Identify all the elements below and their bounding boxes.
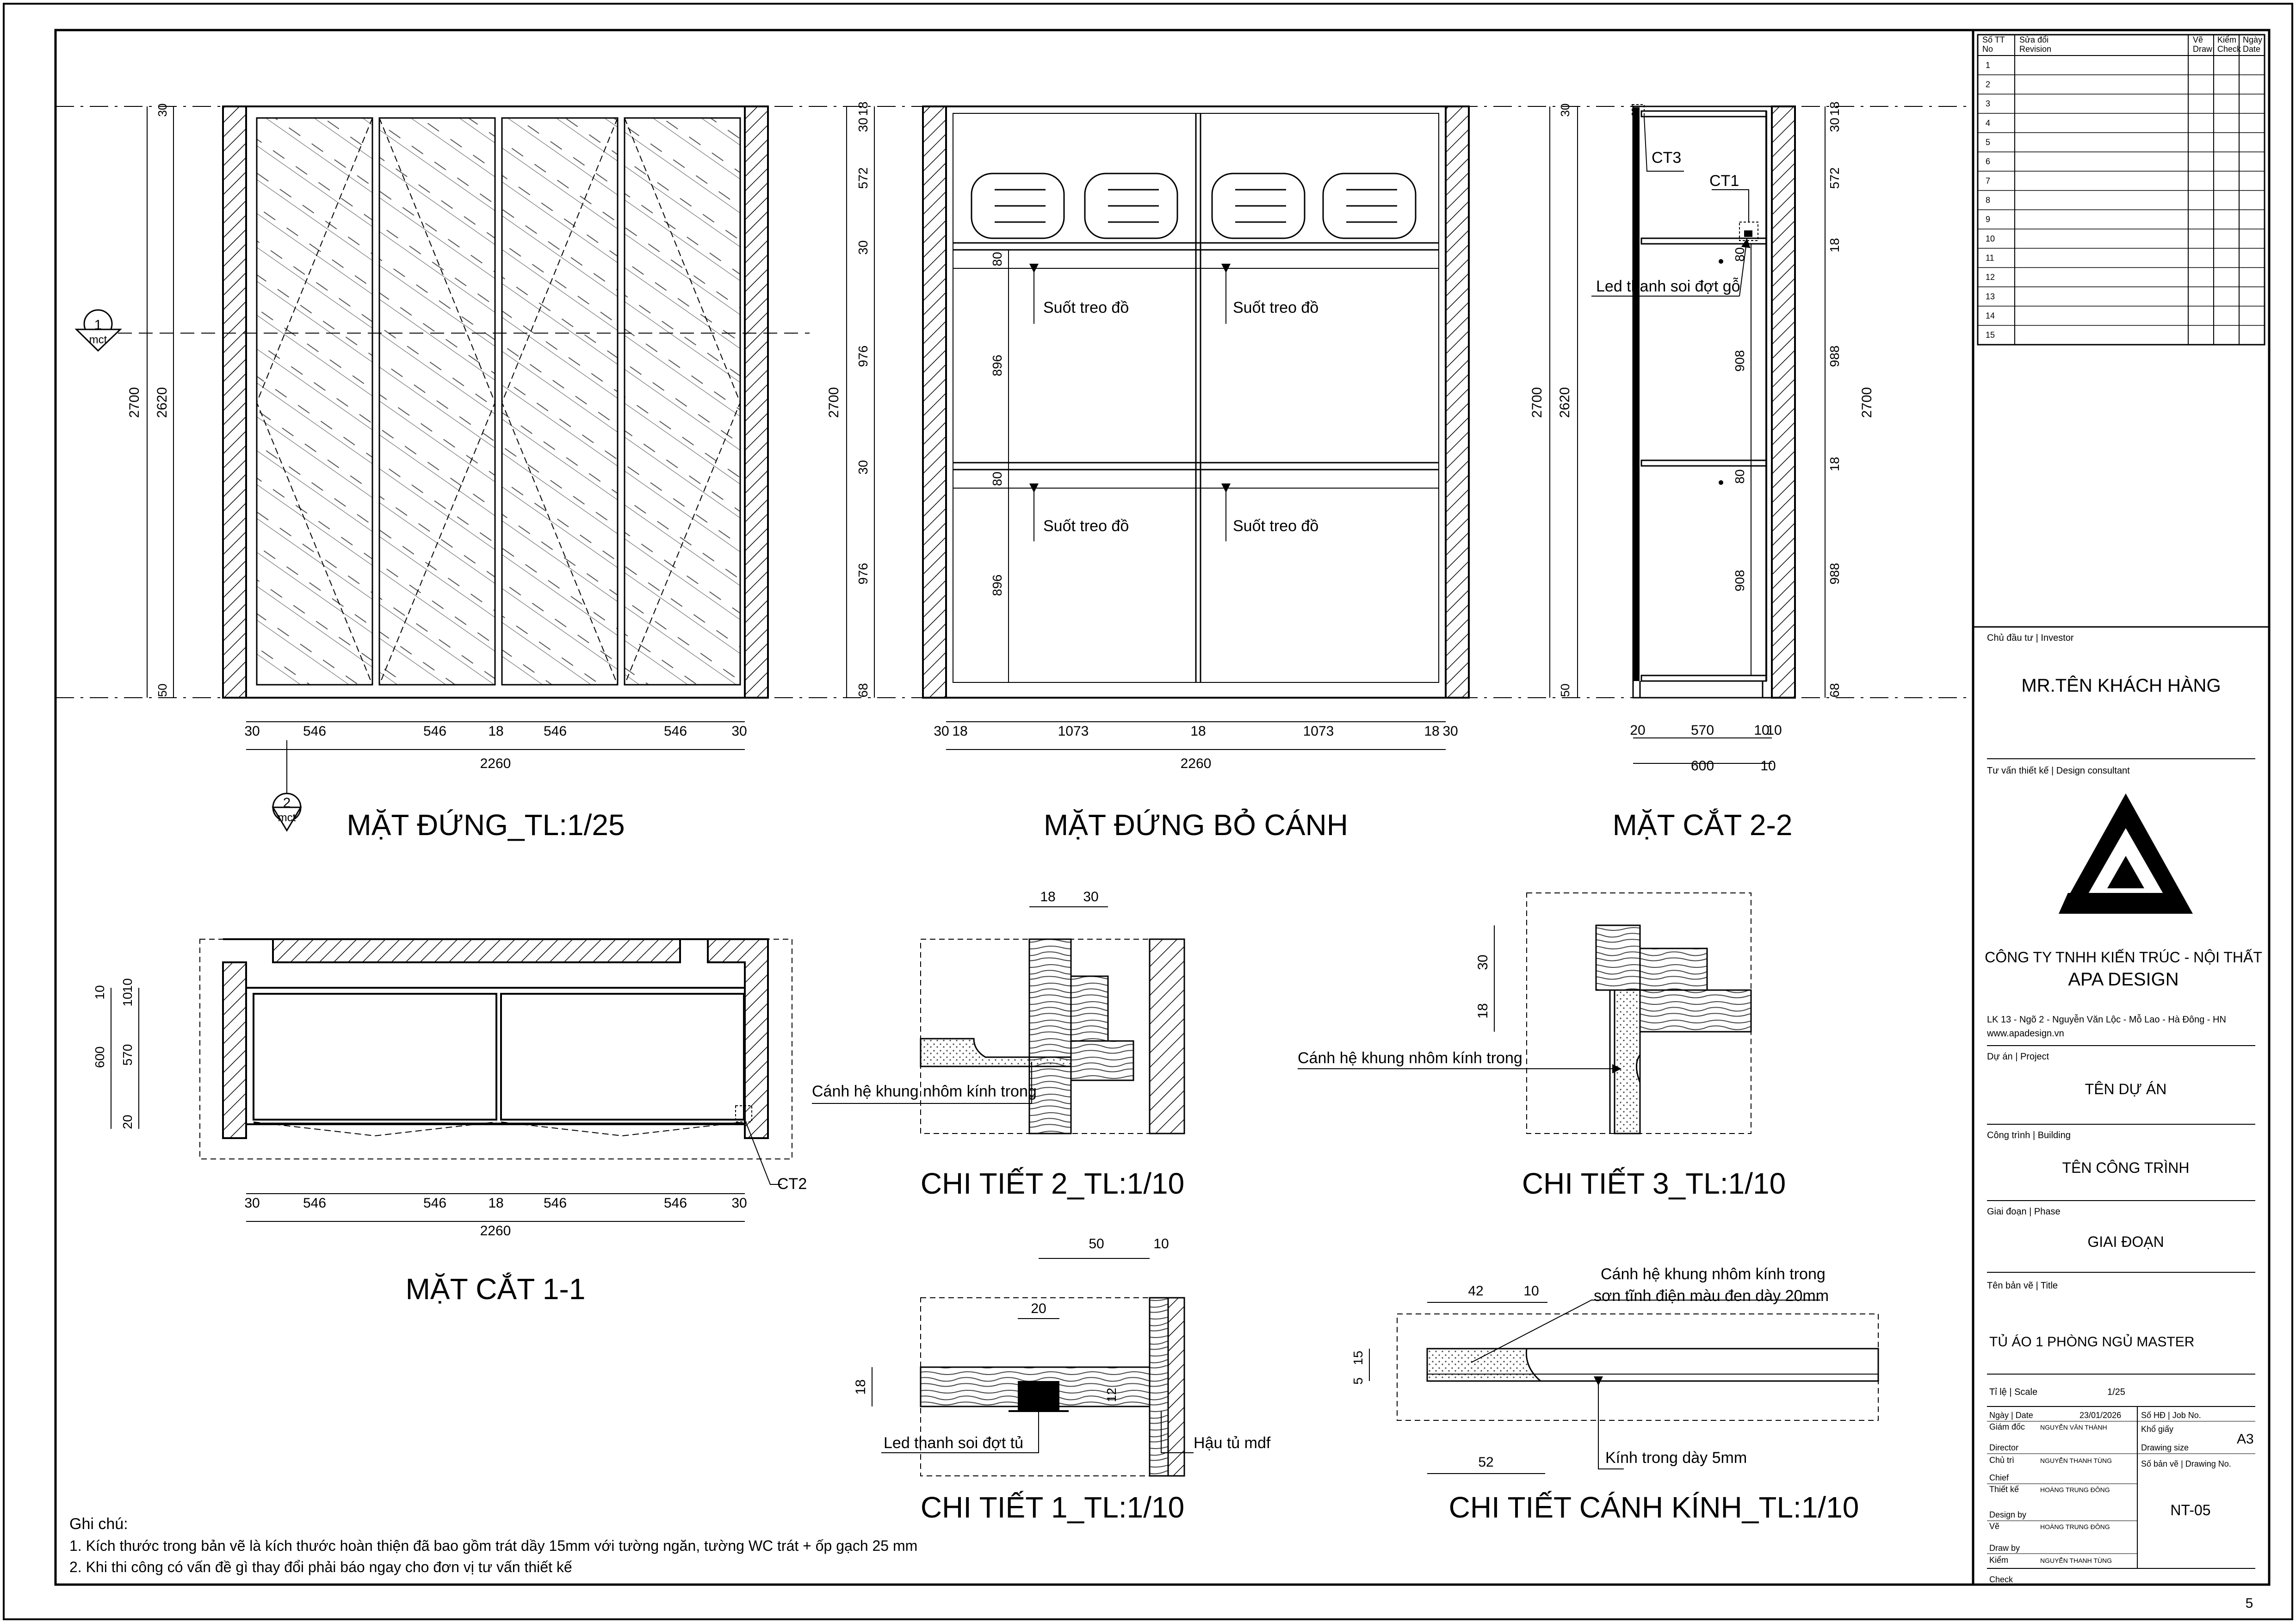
company-logo bbox=[2059, 793, 2193, 914]
dim-total-width: 2260 bbox=[480, 756, 511, 771]
dim-height-total: 2700 bbox=[1529, 387, 1545, 418]
revision-table bbox=[1978, 35, 2265, 345]
nodoor-bottom-dims bbox=[934, 724, 1458, 771]
rev-row-number: 8 bbox=[1986, 195, 1991, 205]
section-mark-number: 2 bbox=[283, 795, 291, 811]
rev-header: Ngày bbox=[2243, 35, 2263, 44]
folded-clothes bbox=[972, 173, 1416, 238]
rev-header: Draw bbox=[2193, 44, 2213, 54]
sec11-dim-lines bbox=[111, 988, 745, 1221]
scale-label: Tỉ lệ | Scale bbox=[1989, 1387, 2038, 1397]
dim-height-inner: 2620 bbox=[155, 387, 170, 418]
view-title: MẶT ĐỨNG BỎ CÁNH bbox=[1044, 808, 1348, 842]
frame-block bbox=[1071, 976, 1108, 1041]
dim-value: 570 bbox=[120, 1044, 135, 1066]
detail-3 bbox=[1298, 893, 1786, 1200]
design-label-en: Design by bbox=[1989, 1510, 2027, 1519]
dim-top: 30 bbox=[155, 103, 169, 117]
dim-value: 546 bbox=[543, 1196, 567, 1211]
glass-label-line1: Cánh hệ khung nhôm kính trong bbox=[1601, 1265, 1826, 1283]
dim-height-total: 2700 bbox=[127, 387, 142, 418]
rev-header: Check bbox=[2217, 44, 2241, 54]
dim-height-total: 2700 bbox=[826, 387, 842, 418]
section-mark-number: 1 bbox=[94, 317, 102, 333]
dim-value: 18 bbox=[1827, 101, 1842, 116]
dim-value: 896 bbox=[990, 354, 1004, 377]
dim-value: 18 bbox=[1424, 724, 1440, 739]
rev-row-number: 15 bbox=[1986, 330, 1995, 340]
check-label: Kiểm bbox=[1989, 1555, 2009, 1565]
left-wall bbox=[923, 106, 946, 698]
view-title: CHI TIẾT 2_TL:1/10 bbox=[920, 1167, 1185, 1200]
dim-value: 546 bbox=[423, 724, 447, 739]
sec22-bottom-dims bbox=[1630, 723, 1782, 774]
job-label: Số HĐ | Job No. bbox=[2141, 1411, 2201, 1420]
date-value: 23/01/2026 bbox=[2079, 1411, 2122, 1420]
rev-header: Date bbox=[2243, 44, 2261, 54]
title-block bbox=[1973, 35, 2269, 1611]
dim-total-width: 2260 bbox=[1180, 756, 1212, 771]
dim-value: 30 bbox=[856, 460, 870, 475]
project-name: TÊN DỰ ÁN bbox=[2085, 1081, 2167, 1097]
door-frame bbox=[1633, 107, 1640, 681]
wall bbox=[1168, 1298, 1184, 1476]
dim-value: 30 bbox=[1442, 724, 1458, 739]
section-mark-sub: mct bbox=[278, 812, 296, 824]
scale-value: 1/25 bbox=[2107, 1387, 2125, 1397]
dim-value: 30 bbox=[244, 724, 260, 739]
detail-2 bbox=[812, 889, 1184, 1200]
back-panel-mdf bbox=[1150, 1298, 1168, 1476]
company-address: LK 13 - Ngõ 2 - Nguyễn Văn Lộc - Mỗ Lao - Hà Đông - HN bbox=[1987, 1015, 2226, 1025]
dim-value: 908 bbox=[1733, 570, 1747, 592]
dim-value: 80 bbox=[990, 252, 1004, 266]
top-panel bbox=[1596, 925, 1640, 990]
dim-value: 18 bbox=[1040, 889, 1056, 904]
dim-value: 10 bbox=[93, 985, 107, 1000]
rail-label: Suốt treo đồ bbox=[1233, 517, 1319, 535]
dim-value: 18 bbox=[1827, 238, 1842, 253]
callout-ct3: CT3 bbox=[1652, 149, 1682, 167]
door-profile bbox=[1615, 990, 1640, 1134]
dim-bottom: 50 bbox=[155, 683, 169, 697]
dim-value: 68 bbox=[856, 683, 870, 698]
rev-header: No bbox=[1982, 44, 1993, 54]
detail-label: Cánh hệ khung nhôm kính trong bbox=[812, 1083, 1037, 1100]
dim-total-width: 2260 bbox=[480, 1223, 511, 1239]
dim-value: 1073 bbox=[1303, 724, 1334, 739]
door-panel bbox=[625, 118, 740, 685]
paper-value: A3 bbox=[2237, 1431, 2254, 1447]
dim-value: 10 bbox=[120, 978, 135, 993]
rail-label: Suốt treo đồ bbox=[1233, 299, 1319, 316]
dim-value: 20 bbox=[1630, 723, 1646, 738]
design-name: HOÀNG TRUNG ĐÔNG bbox=[2040, 1486, 2110, 1493]
company-website: www.apadesign.vn bbox=[1987, 1028, 2064, 1039]
dim-value: 42 bbox=[1468, 1283, 1484, 1299]
dim-value: 20 bbox=[120, 1115, 135, 1129]
dim-value: 15 bbox=[1351, 1350, 1365, 1365]
led-label: Led thanh soi đợt tủ bbox=[884, 1434, 1024, 1452]
view-title: CHI TIẾT 1_TL:1/10 bbox=[920, 1491, 1185, 1524]
side-panel bbox=[1029, 939, 1071, 1134]
section-mark-2 bbox=[273, 740, 301, 830]
company-name-line2: APA DESIGN bbox=[2068, 969, 2179, 990]
dim-value: 80 bbox=[1733, 469, 1747, 484]
rev-header: Kiểm bbox=[2217, 35, 2237, 44]
dim-value: 976 bbox=[856, 563, 870, 585]
chief-label-en: Chief bbox=[1989, 1473, 2009, 1482]
left-wall bbox=[223, 106, 246, 698]
dim-value: 30 bbox=[1083, 889, 1099, 904]
dim-value: 546 bbox=[303, 724, 327, 739]
glass-label-line2: sơn tĩnh điện màu đen dày 20mm bbox=[1594, 1287, 1829, 1305]
design-label: Thiết kế bbox=[1989, 1485, 2019, 1494]
rev-row-number: 5 bbox=[1986, 137, 1991, 147]
front-bottom-dims bbox=[244, 724, 747, 771]
rev-row-number: 9 bbox=[1986, 215, 1991, 224]
dim-value: 5 bbox=[1351, 1377, 1365, 1385]
front-elevation bbox=[76, 104, 810, 842]
investor-label: Chủ đầu tư | Investor bbox=[1987, 633, 2074, 643]
dim-value: 30 bbox=[1475, 954, 1491, 970]
section-1-1 bbox=[93, 939, 807, 1306]
notes-heading: Ghi chú: bbox=[69, 1515, 128, 1533]
bottom-panel bbox=[1641, 675, 1766, 681]
compartment bbox=[254, 994, 496, 1120]
rev-row-number: 7 bbox=[1986, 176, 1991, 186]
left-wall bbox=[223, 962, 246, 1138]
dim-value: 546 bbox=[303, 1196, 327, 1211]
dim-value: 18 bbox=[1827, 457, 1842, 471]
dim-depth: 600 bbox=[93, 1046, 107, 1068]
sec11-bottom-dims bbox=[244, 1196, 747, 1239]
dim-value: 30 bbox=[1827, 118, 1842, 132]
dim-height-total: 2700 bbox=[1859, 387, 1875, 418]
view-title: CHI TIẾT 3_TL:1/10 bbox=[1522, 1167, 1786, 1200]
door-panels bbox=[257, 118, 740, 685]
dim-value: 10 bbox=[1754, 723, 1770, 738]
led-label: Led thanh soi đợt gỗ bbox=[1596, 278, 1740, 295]
dim-value: 20 bbox=[1031, 1301, 1046, 1316]
detail-1 bbox=[853, 1236, 1271, 1524]
dim-value: 30 bbox=[856, 240, 870, 255]
door-panel bbox=[257, 118, 372, 685]
director-name: NGUYỄN VĂN THÀNH bbox=[2040, 1424, 2107, 1431]
door-panel bbox=[379, 118, 495, 685]
glass-thickness-label: Kính trong dày 5mm bbox=[1605, 1449, 1747, 1467]
dim-bottom: 50 bbox=[1558, 683, 1572, 697]
elevation-no-doors bbox=[826, 101, 1469, 842]
dim-value: 30 bbox=[934, 724, 949, 739]
view-title: MẶT CẮT 1-1 bbox=[405, 1272, 586, 1306]
callout-ct2: CT2 bbox=[777, 1175, 807, 1193]
building-name: TÊN CÔNG TRÌNH bbox=[2062, 1159, 2190, 1176]
dim-value: 18 bbox=[853, 1379, 868, 1395]
building-label: Công trình | Building bbox=[1987, 1130, 2071, 1140]
check-name: NGUYỄN THANH TÙNG bbox=[2040, 1557, 2112, 1564]
dim-value: 10 bbox=[1523, 1283, 1539, 1299]
dim-value: 68 bbox=[1827, 683, 1842, 698]
right-wall bbox=[745, 106, 768, 698]
dim-value: 572 bbox=[856, 167, 870, 189]
hanging-rail bbox=[1719, 480, 1723, 485]
director-label: Giám đốc bbox=[1989, 1422, 2025, 1431]
dim-value: 18 bbox=[856, 101, 870, 116]
draw-label: Vẽ bbox=[1989, 1522, 2000, 1531]
dim-value: 546 bbox=[543, 724, 567, 739]
dim-value: 30 bbox=[731, 724, 747, 739]
view-title: CHI TIẾT CÁNH KÍNH_TL:1/10 bbox=[1448, 1491, 1859, 1524]
notes bbox=[69, 1515, 917, 1575]
dim-value: 18 bbox=[488, 1196, 504, 1211]
dim-value: 570 bbox=[1690, 723, 1714, 738]
dim-value: 18 bbox=[952, 724, 968, 739]
rev-header: Vẽ bbox=[2193, 35, 2203, 44]
led-strip bbox=[1018, 1381, 1059, 1411]
rev-row-number: 1 bbox=[1986, 60, 1991, 70]
rev-row-number: 13 bbox=[1986, 291, 1995, 301]
dim-value: 30 bbox=[856, 118, 870, 132]
aluminium-frame bbox=[1427, 1349, 1541, 1381]
director-label-en: Director bbox=[1989, 1443, 2019, 1452]
dim-height-inner: 2620 bbox=[1557, 387, 1572, 418]
rev-row-number: 4 bbox=[1986, 118, 1991, 128]
title-label: Tên bản vẽ | Title bbox=[1987, 1281, 2058, 1291]
rail-labels bbox=[1034, 268, 1318, 541]
dim-value: 18 bbox=[1190, 724, 1206, 739]
dim-value: 908 bbox=[1733, 350, 1747, 372]
draw-name: HOÀNG TRUNG ĐÔNG bbox=[2040, 1523, 2110, 1530]
date-label: Ngày | Date bbox=[1989, 1411, 2033, 1420]
dim-value: 80 bbox=[990, 471, 1004, 486]
page-number: 5 bbox=[2245, 1596, 2253, 1611]
callout-ct1: CT1 bbox=[1709, 172, 1739, 190]
note-item: 2. Khi thi công có vấn đề gì thay đổi phải báo ngay cho đơn vị tư vấn thiết kế bbox=[69, 1559, 572, 1575]
rev-header: Revision bbox=[2019, 44, 2052, 54]
chief-label: Chủ trì bbox=[1989, 1456, 2015, 1465]
section-mark-sub: mct bbox=[89, 334, 107, 346]
paper-label-en: Drawing size bbox=[2141, 1443, 2189, 1452]
rail-label: Suốt treo đồ bbox=[1043, 299, 1129, 316]
dim-depth: 600 bbox=[1690, 758, 1714, 774]
dim-value: 10 bbox=[1760, 758, 1776, 774]
dim-value: 18 bbox=[488, 724, 504, 739]
phase-name: GIAI ĐOẠN bbox=[2087, 1233, 2164, 1250]
dim-value: 1073 bbox=[1058, 724, 1089, 739]
hanging-rail bbox=[1719, 259, 1723, 264]
shelf bbox=[1641, 460, 1766, 466]
rev-row-number: 3 bbox=[1986, 99, 1991, 109]
section-2-2 bbox=[1529, 101, 1875, 842]
mdf-label: Hậu tủ mdf bbox=[1194, 1434, 1271, 1452]
view-title: MẶT CẮT 2-2 bbox=[1612, 808, 1793, 842]
led-strip bbox=[1744, 230, 1752, 237]
dim-value: 10 bbox=[1153, 1236, 1169, 1251]
rev-row-number: 6 bbox=[1986, 157, 1991, 167]
rev-header: Sửa đổi bbox=[2019, 35, 2049, 44]
frame-block bbox=[1640, 990, 1751, 1032]
project-label: Dự án | Project bbox=[1987, 1052, 2049, 1062]
dim-value: 546 bbox=[423, 1196, 447, 1211]
door-panel bbox=[502, 118, 618, 685]
frame-block bbox=[1071, 1041, 1133, 1080]
rev-row-number: 14 bbox=[1986, 311, 1995, 321]
sec11-left-dims bbox=[93, 978, 135, 1129]
dim-value: 52 bbox=[1478, 1455, 1494, 1470]
dim-value: 80 bbox=[1733, 247, 1747, 262]
dim-value: 896 bbox=[990, 574, 1004, 596]
rail-label: Suốt treo đồ bbox=[1043, 517, 1129, 535]
check-label-en: Check bbox=[1989, 1575, 2013, 1584]
rev-row-number: 12 bbox=[1986, 273, 1995, 282]
drawing-no-value: NT-05 bbox=[2170, 1502, 2211, 1518]
chief-name: NGUYỄN THANH TÙNG bbox=[2040, 1457, 2112, 1464]
compartment bbox=[501, 994, 744, 1120]
dim-value: 988 bbox=[1827, 345, 1842, 367]
dim-value: 12 bbox=[1104, 1388, 1119, 1402]
dim-value: 572 bbox=[1827, 167, 1842, 189]
dim-value: 10 bbox=[1766, 723, 1782, 738]
detail-label: Cánh hệ khung nhôm kính trong bbox=[1298, 1049, 1522, 1067]
frame-block bbox=[1640, 948, 1707, 990]
dim-value: 10 bbox=[120, 992, 135, 1007]
dim-value: 546 bbox=[663, 724, 687, 739]
rev-header: Số TT bbox=[1982, 35, 2005, 44]
dim-top: 30 bbox=[1558, 103, 1572, 117]
view-title: MẶT ĐỨNG_TL:1/25 bbox=[347, 808, 625, 842]
dim-value: 30 bbox=[244, 1196, 260, 1211]
drawing-no-label: Số bản vẽ | Drawing No. bbox=[2141, 1459, 2231, 1468]
dim-value: 976 bbox=[856, 345, 870, 367]
rev-row-number: 10 bbox=[1986, 234, 1995, 243]
top-panel bbox=[1641, 111, 1766, 117]
company-name-line1: CÔNG TY TNHH KIẾN TRÚC - NỘI THẤT bbox=[1985, 949, 2262, 966]
drawing-title: TỦ ÁO 1 PHÒNG NGỦ MASTER bbox=[1989, 1334, 2195, 1350]
dim-value: 50 bbox=[1089, 1236, 1104, 1251]
rev-row-number: 11 bbox=[1986, 253, 1994, 263]
investor-name: MR.TÊN KHÁCH HÀNG bbox=[2021, 675, 2221, 696]
rev-row-number: 2 bbox=[1986, 80, 1991, 89]
phase-label: Giai đoạn | Phase bbox=[1987, 1207, 2061, 1217]
right-wall bbox=[1446, 106, 1469, 698]
draw-label-en: Draw by bbox=[1989, 1543, 2020, 1553]
note-item: 1. Kích thước trong bản vẽ là kích thước hoàn thiện đã bao gồm trát dầy 15mm với tường ngăn, tường WC trát + ốp gạch 25 mm bbox=[69, 1537, 918, 1554]
detail-glass-door bbox=[1351, 1265, 1878, 1524]
consultant-label: Tư vấn thiết kế | Design consultant bbox=[1987, 766, 2130, 776]
back-wall bbox=[1772, 106, 1795, 698]
wall bbox=[1150, 939, 1184, 1134]
paper-label: Khổ giấy bbox=[2141, 1425, 2174, 1434]
dim-value: 30 bbox=[731, 1196, 747, 1211]
dim-value: 546 bbox=[663, 1196, 687, 1211]
dim-value: 18 bbox=[1475, 1003, 1491, 1019]
dim-value: 988 bbox=[1827, 563, 1842, 585]
